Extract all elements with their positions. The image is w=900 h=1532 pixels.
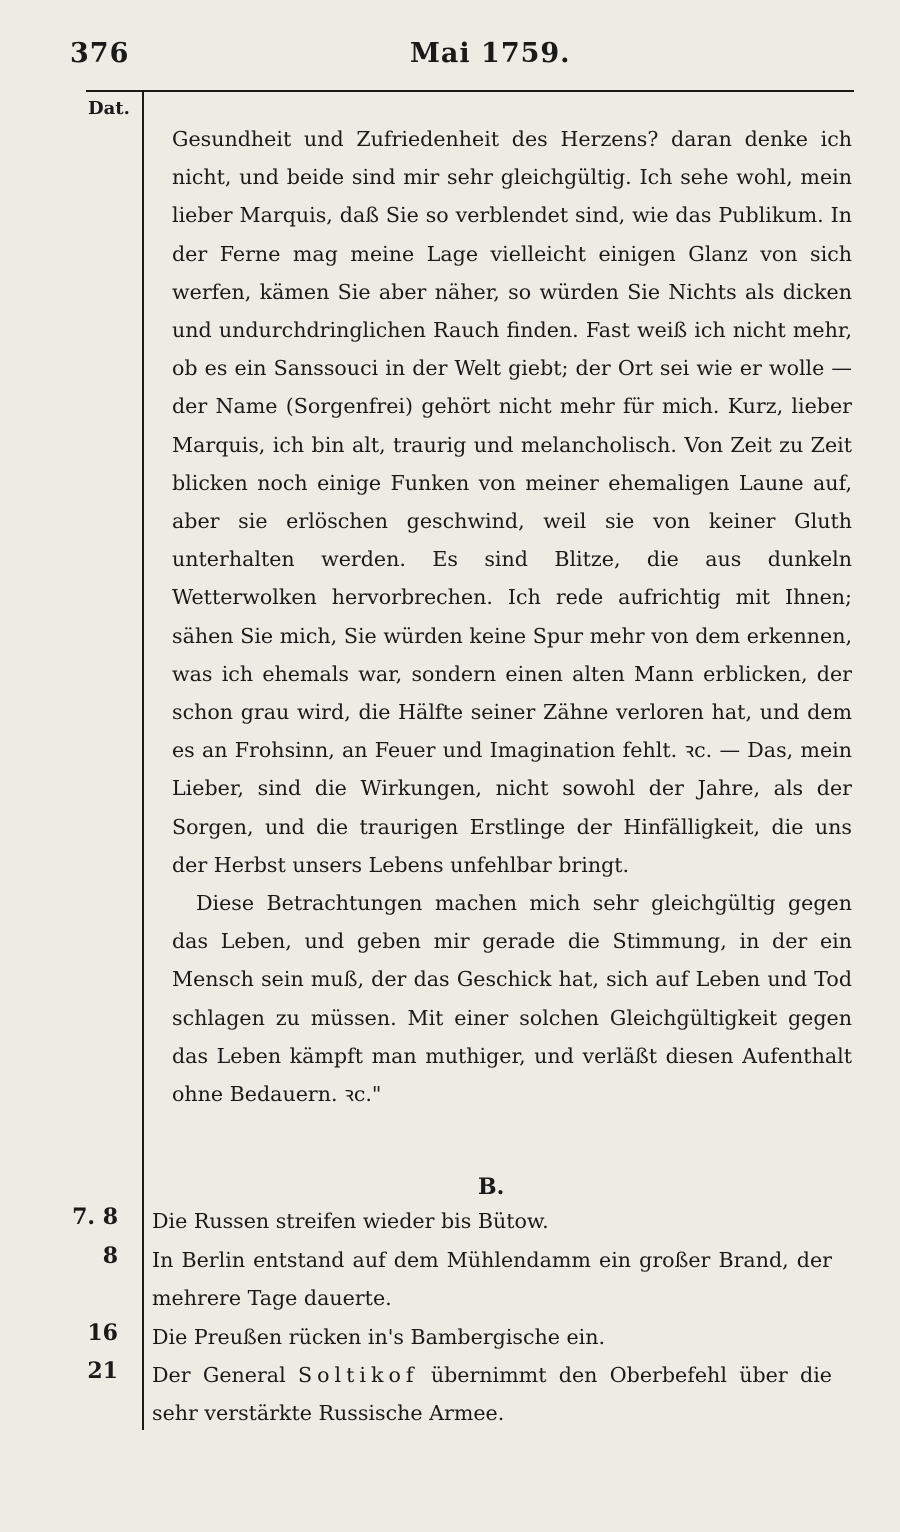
letter-body <box>172 120 852 1113</box>
entry-text: Die Russen streifen wieder bis Bütow. <box>152 1209 549 1233</box>
running-head: Mai 1759. <box>410 38 571 69</box>
section-mark: B. <box>478 1174 505 1200</box>
entry-text-spaced-name: Soltikof <box>298 1363 419 1387</box>
entry-text: Die Preußen rücken in's Bambergische ein. <box>152 1325 606 1349</box>
letter-paragraph: Gesundheit und Zufriedenheit des Herzens? daran denke ich nicht, und beide sind mir sehr gleichgültig. Ich sehe wohl, mein lieber Marquis, daß Sie so verblendet sind, wie das Publikum. In der Ferne mag meine Lage vielleicht einigen Glanz von sich werfen, kämen Sie aber näher, so würden Sie Nichts als dicken und undurchdringlichen Rauch finden. Fast weiß ich nicht mehr, ob es ein Sanssouci in der Welt giebt; der Ort sei wie er wolle — der Name (Sorgenfrei) gehört nicht mehr für mich. Kurz, lieber Marquis, ich bin alt, traurig und melancholisch. Von Zeit zu Zeit blicken noch einige Funken von meiner ehemaligen Laune auf, aber sie erlöschen geschwind, weil sie von keiner Gluth unterhalten werden. Es sind Blitze, die aus dunkeln Wetterwolken hervorbrechen. Ich rede aufrichtig mit Ihnen; sähen Sie mich, Sie würden keine Spur mehr von dem erkennen, was ich ehemals war, sondern einen alten Mann erblicken, der schon grau wird, die Hälfte seiner Zähne verloren hat, und dem es an Frohsinn, an Feuer und Imagination fehlt. ꝛc. — Das, mein Lieber, sind die Wirkungen, nicht sowohl der Jahre, als der Sorgen, und die traurigen Erstlinge der Hinfälligkeit, die uns der Herbst unsers Lebens unfehlbar bringt. <box>172 127 852 877</box>
entry-text <box>152 1356 832 1432</box>
entry-text-part: Der General <box>152 1363 299 1387</box>
page-number: 376 <box>70 38 130 69</box>
entry-date: 8 <box>102 1243 118 1269</box>
entry-text: In Berlin entstand auf dem Mühlendamm ein großer Brand, der mehrere Tage dauerte. <box>152 1248 832 1310</box>
entry-text-part: übernimmt den Oberbefehl über die sehr verstärkte Russische Armee. <box>152 1363 832 1425</box>
date-column-label: Dat. <box>88 98 130 119</box>
entry-date: 7. 8 <box>72 1204 118 1230</box>
header-rule <box>86 90 854 92</box>
entry-date: 21 <box>87 1358 118 1384</box>
entry-date: 16 <box>87 1320 118 1346</box>
letter-paragraph: Diese Betrachtungen machen mich sehr gleichgültig gegen das Leben, und geben mir gerade die Stimmung, in der ein Mensch sein muß, der das Geschick hat, sich auf Leben und Tod schlagen zu müssen. Mit einer solchen Gleichgültigkeit gegen das Leben kämpft man muthiger, und verläßt diesen Aufenthalt ohne Bedauern. ꝛc." <box>172 891 852 1107</box>
date-column-rule <box>142 92 144 1430</box>
